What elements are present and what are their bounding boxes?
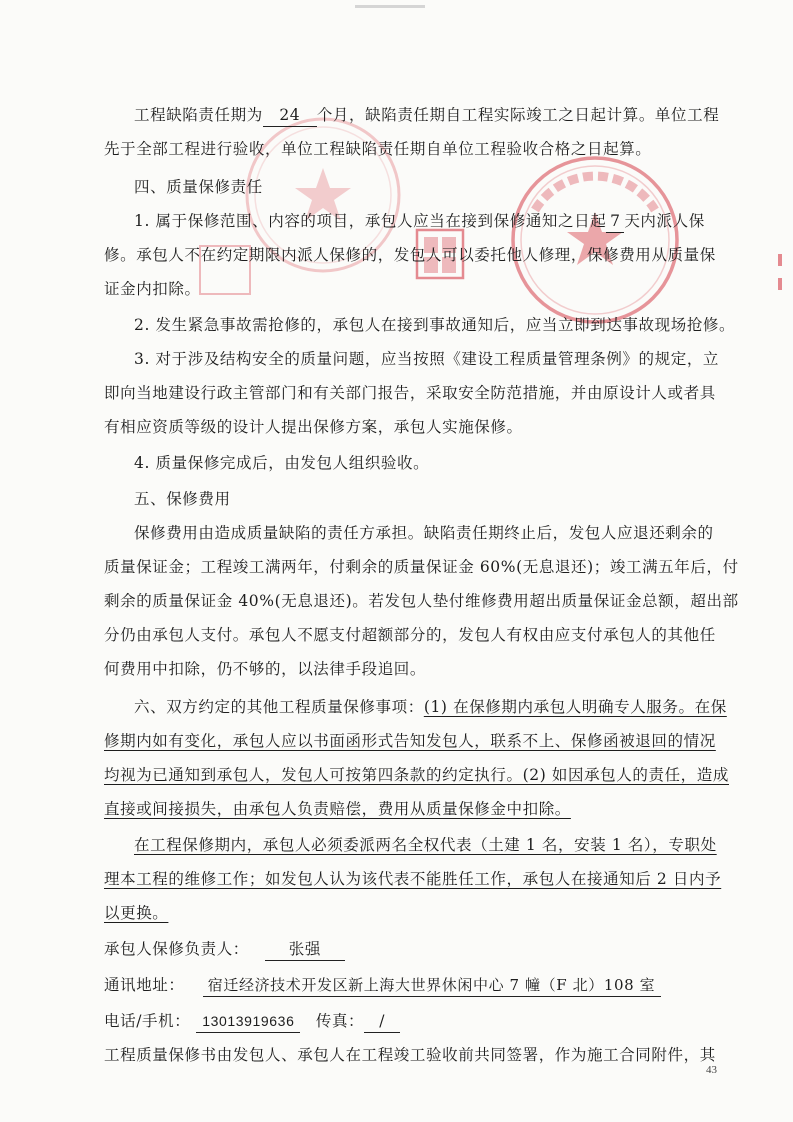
section-6-line-1	[104, 690, 729, 724]
contact-person-row	[104, 932, 345, 966]
fax-value: /	[364, 1010, 400, 1033]
item-1-line-2: 修。承包人不在约定期限内派人保修的，发包人可以委托他人修理，保修费用从质量保	[104, 246, 716, 264]
item-3-line-1: 3. 对于涉及结构安全的质量问题，应当按照《建设工程质量管理条例》的规定，立	[134, 350, 720, 368]
representative-line-3: 以更换。	[104, 904, 169, 922]
fax-label: 传真：	[315, 1012, 365, 1030]
fee-line-1: 保修费用由造成质量缺陷的责任方承担。缺陷责任期终止后，发包人应退还剩余的	[134, 524, 714, 542]
address-row	[104, 968, 661, 1002]
section-6-heading: 六、双方约定的其他工程质量保修事项：	[134, 698, 424, 716]
address-value: 宿迁经济技术开发区新上海大世界休闲中心 7 幢（F 北）108 室	[203, 974, 661, 997]
defect-period-paragraph	[104, 98, 719, 166]
item-3-line-2: 即向当地建设行政主管部门和有关部门报告，采取安全防范措施，并由原设计人或者具	[104, 384, 716, 402]
page-number: 43	[706, 1064, 717, 1076]
item-1-text-a: 1. 属于保修范围、内容的项目，承包人应当在接到保修通知之日起	[134, 212, 607, 230]
section-6-line-3: 均视为已通知到承包人，发包人可按第四条款的约定执行。(2) 如因承包人的责任，造成	[104, 766, 729, 784]
item-1-paragraph	[104, 204, 716, 306]
item-3-paragraph	[104, 342, 719, 444]
scan-mark	[355, 4, 425, 10]
item-1-line-3: 证金内扣除。	[104, 280, 201, 298]
months-value: 24	[263, 104, 317, 127]
contact-person-label: 承包人保修负责人：	[104, 940, 249, 958]
section-6-line-4: 直接或间接损失，由承包人负责赔偿，费用从质量保修金中扣除。	[104, 800, 571, 818]
contact-person-value: 张强	[265, 938, 345, 961]
section-5-heading: 五、保修费用	[134, 490, 231, 508]
fee-line-5: 何费用中扣除，仍不够的，以法律手段追回。	[104, 660, 427, 678]
edge-marks-icon	[776, 250, 786, 300]
defect-period-text-b: 个月，缺陷责任期自工程实际竣工之日起计算。单位工程	[316, 106, 720, 124]
fee-line-4: 分仍由承包人支付。承包人不愿支付超额部分的，发包人有权由应支付承包人的其他任	[104, 626, 716, 644]
defect-period-line-2: 先于全部工程进行验收，单位工程缺陷责任期自单位工程验收合格之日起算。	[104, 140, 652, 158]
section-6-text-1: (1) 在保修期内承包人明确专人服务。在保	[423, 698, 727, 716]
defect-period-line-1	[104, 98, 719, 132]
item-3-line-3: 有相应资质等级的设计人提出保修方案，承包人实施保修。	[104, 418, 523, 436]
representative-line-1: 在工程保修期内，承包人必须委派两名全权代表（土建 1 名，安装 1 名），专职处	[134, 836, 717, 854]
section-4-heading: 四、质量保修责任	[134, 178, 263, 196]
representative-line-2: 理本工程的维修工作；如发包人认为该代表不能胜任工作，承包人在接通知后 2 日内予	[104, 870, 722, 888]
item-1-text-b: 天内派人保	[624, 212, 705, 230]
fee-paragraph	[104, 516, 739, 686]
representative-paragraph	[104, 828, 721, 930]
item-4-paragraph: 4. 质量保修完成后，由发包人组织验收。	[134, 454, 430, 472]
section-6-paragraph	[104, 690, 729, 826]
phone-label: 电话/手机：	[104, 1012, 191, 1030]
defect-period-text-a: 工程缺陷责任期为	[134, 106, 263, 124]
item-2-paragraph: 2. 发生紧急事故需抢修的，承包人在接到事故通知后，应当立即到达事故现场抢修。	[134, 316, 736, 334]
days-value: 7	[606, 210, 624, 233]
closing-line: 工程质量保修书由发包人、承包人在工程竣工验收前共同签署，作为施工合同附件，其	[104, 1046, 716, 1064]
section-6-line-2: 修期内如有变化，承包人应以书面函形式告知发包人，联系不上、保修函被退回的情况	[104, 732, 716, 750]
item-1-line-1	[104, 204, 716, 238]
address-label: 通讯地址：	[104, 976, 185, 994]
fee-line-2: 质量保证金；工程竣工满两年，付剩余的质量保证金 60%(无息退还)；竣工满五年后，付	[104, 558, 739, 576]
phone-value: 13013919636	[196, 1010, 300, 1033]
fee-line-3: 剩余的质量保证金 40%(无息退还)。若发包人垫付维修费用超出质量保证金总额，超出部	[104, 592, 739, 610]
phone-row	[104, 1004, 400, 1038]
